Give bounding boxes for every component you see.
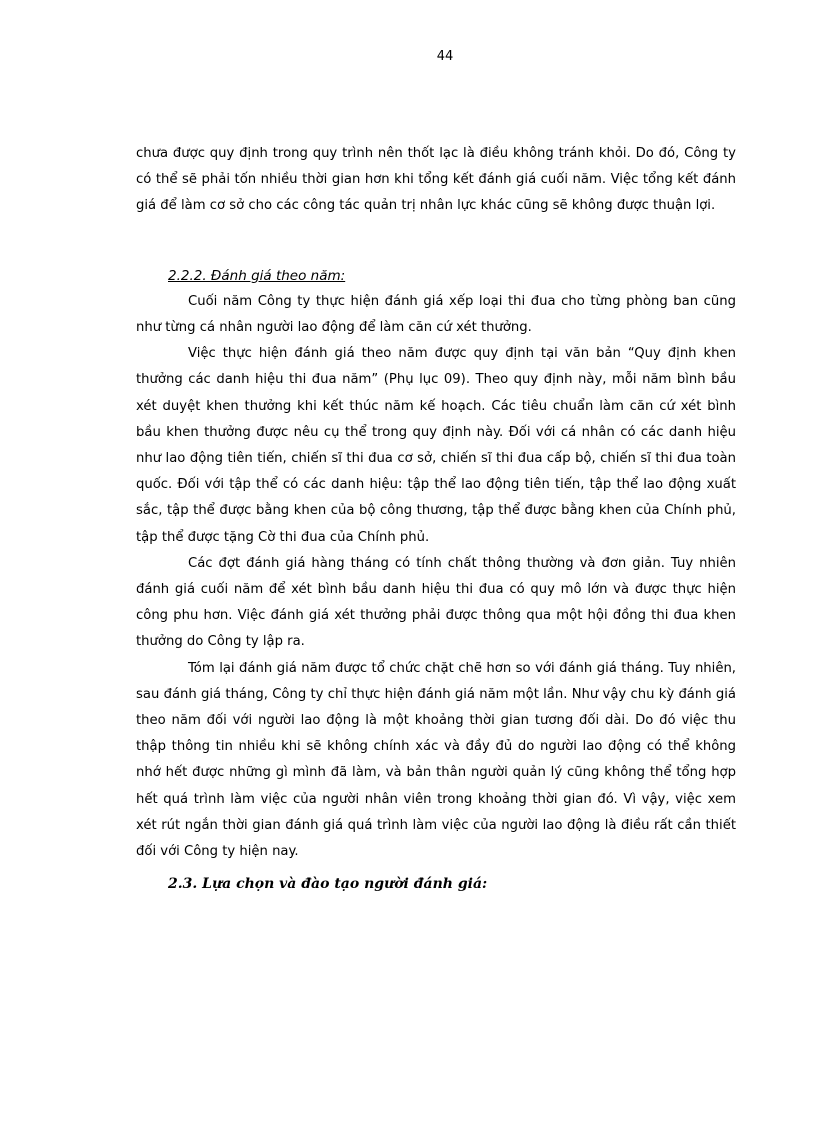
paragraph-monthly-vs-annual: Các đợt đánh giá hàng tháng có tính chất thông thường và đơn giản. Tuy nhiên đánh giá cuối năm để xét bình bầu danh hiệu thi đua có quy mô lớn và được thực hiện công phu hơn. Việc đánh giá xét thưởng phải được thông qua một hội đồng thi đua khen thưởng do Công ty lập ra.: [136, 555, 736, 650]
document-body: [136, 141, 736, 897]
section-heading-2-3: 2.3. Lựa chọn và đào tạo người đánh giá:: [168, 876, 488, 893]
paragraph-continuation: chưa được quy định trong quy trình nên thốt lạc là điều không tránh khỏi. Do đó, Công ty có thể sẽ phải tốn nhiều thời gian hơn khi tổng kết đánh giá cuối năm. Việc tổng kết đánh giá để làm cơ sở cho các công tác quản trị nhân lực khác cũng sẽ không được thuận lợi.: [136, 146, 736, 214]
paragraph-year-end-evaluation: Cuối năm Công ty thực hiện đánh giá xếp loại thi đua cho từng phòng ban cũng như từng cá nhân người lao động để làm căn cứ xét thưởng.: [136, 293, 736, 336]
page-number: 44: [436, 49, 454, 64]
section-heading-2-2-2: 2.2.2. Đánh giá theo năm:: [168, 267, 346, 284]
paragraph-annual-regulation: Việc thực hiện đánh giá theo năm được quy định tại văn bản “Quy định khen thưởng các danh hiệu thi đua năm” (Phụ lục 09). Theo quy định này, mỗi năm bình bầu xét duyệt khen thưởng khi kết thúc năm kế hoạch. Các tiêu chuẩn làm căn cứ xét bình bầu khen thưởng được nêu cụ thể trong quy định này. Đối với cá nhân có các danh hiệu như lao động tiên tiến, chiến sĩ thi đua cơ sở, chiến sĩ thi đua cấp bộ, chiến sĩ thi đua toàn quốc. Đối với tập thể có các danh hiệu: tập thể lao động tiên tiến, tập thể lao động xuất sắc, tập thể được bằng khen của bộ công thương, tập thể được bằng khen của Chính phủ, tập thể được tặng Cờ thi đua của Chính phủ.: [136, 346, 736, 545]
paragraph-summary: Tóm lại đánh giá năm được tổ chức chặt chẽ hơn so với đánh giá tháng. Tuy nhiên, sau đánh giá tháng, Công ty chỉ thực hiện đánh giá năm một lần. Như vậy chu kỳ đánh giá theo năm đối với người lao động là một khoảng thời gian tương đối dài. Do đó việc thu thập thông tin nhiều khi sẽ không chính xác và đầy đủ do người lao động có thể không nhớ hết được những gì mình đã làm, và bản thân người quản lý cũng không thể tổng hợp hết quá trình làm việc của người nhân viên trong khoảng thời gian đó. Vì vậy, việc xem xét rút ngắn thời gian đánh giá quá trình làm việc của người lao động là điều rất cần thiết đối với Công ty hiện nay.: [136, 660, 736, 860]
